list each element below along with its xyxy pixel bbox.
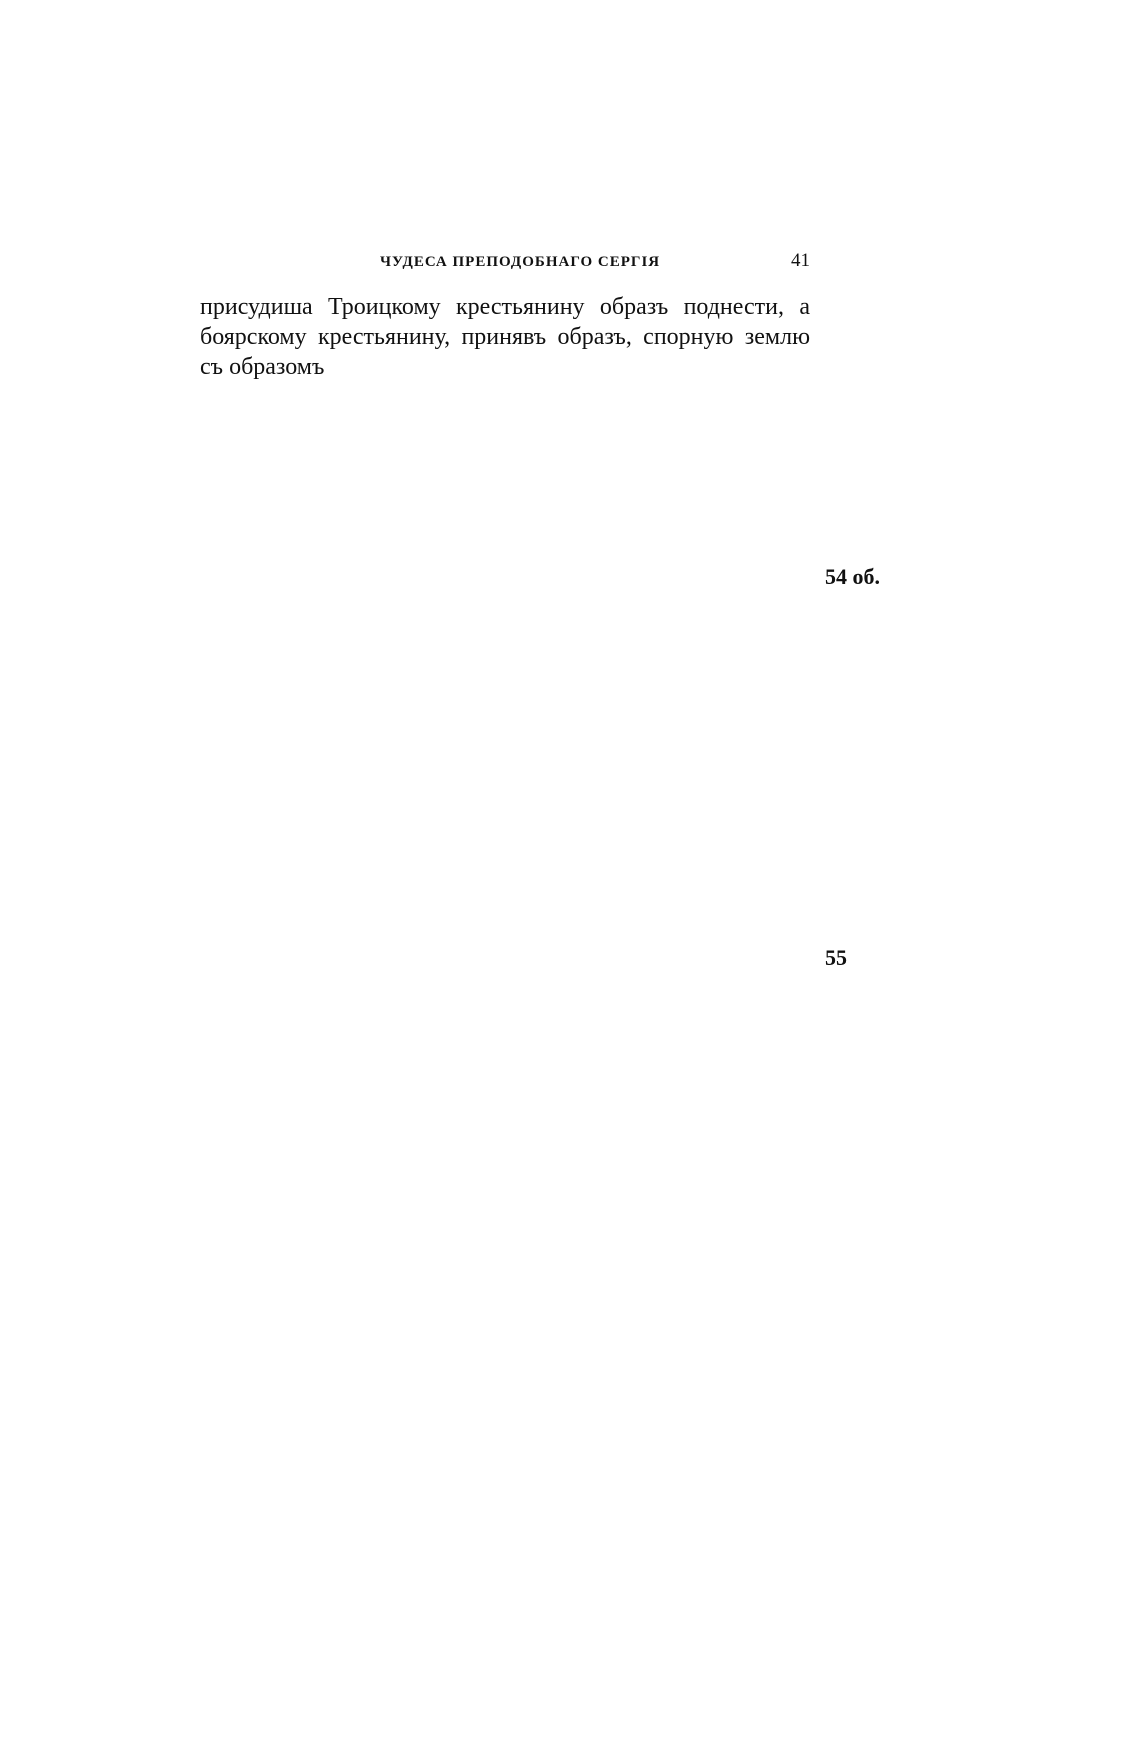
folio-note-55: 55: [825, 945, 847, 970]
page-number: 41: [791, 250, 810, 271]
body-text: [200, 292, 810, 382]
running-title: ЧУДЕСА ПРЕПОДОБНАГО СЕРГІЯ: [380, 254, 661, 270]
folio-note-54ob: 54 об.: [825, 564, 880, 589]
opening-text: присудиша Троицкому крестьянину образъ поднести, а боярскому крестьянину, принявъ образъ, спорную землю съ образомъ: [200, 294, 810, 380]
page-header: [200, 250, 810, 280]
